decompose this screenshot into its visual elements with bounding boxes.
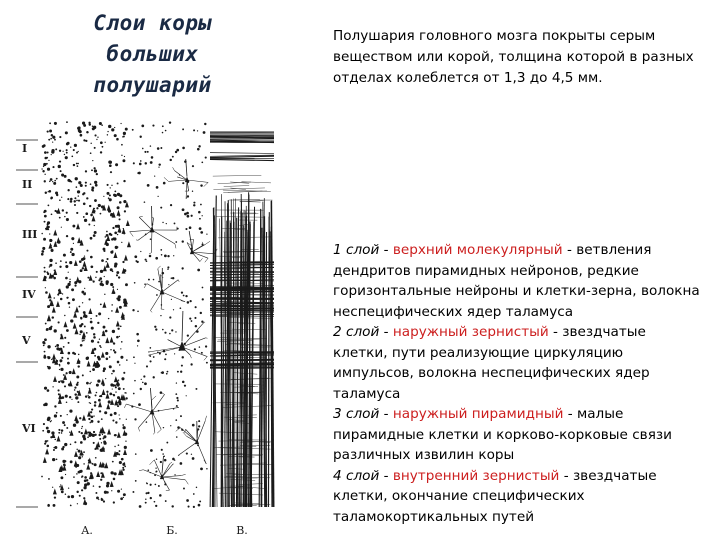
roman-label: III <box>22 228 38 241</box>
roman-label: VI <box>22 422 36 435</box>
layer-number: 2 слой <box>333 324 380 340</box>
title-line-2: больших <box>106 42 199 66</box>
layer-desc: звездчатые клетки, окончание специфических таламокортикальных путей <box>333 467 657 525</box>
roman-label: V <box>22 334 31 347</box>
layer-name: внутренний зернистый <box>392 467 560 484</box>
layer-4-description <box>333 466 703 528</box>
layer-3-description <box>333 404 703 466</box>
layer-desc: звездчатые клетки, пути реализующие циркуляцию импульсов, волокна неспецифических ядер таламуса <box>333 324 650 402</box>
layer-desc: ветвления дендритов пирамидных нейронов, редкие горизонтальные нейроны и клетки-зерна, волокна неспецифических ядер таламуса <box>333 242 700 320</box>
layer-name: верхний молекулярный <box>392 242 563 258</box>
title-line-1: Слои коры <box>93 11 212 35</box>
column-b-neurons <box>124 121 217 507</box>
layer-boundary-ticks <box>16 140 38 507</box>
intro-text: Полушария головного мозга покрыты серым веществом или корой, толщина которой в разных отделах колеблется от 1,3 до 4,5 мм. <box>333 28 694 86</box>
layer-separator: - <box>379 467 393 484</box>
layer-separator: - <box>379 242 393 258</box>
column-label: В. <box>236 524 248 537</box>
column-labels <box>81 524 248 537</box>
layer-descriptions <box>333 240 703 527</box>
layer-1-description <box>333 240 703 322</box>
layer-separator: - <box>562 242 577 258</box>
layer-number: 3 слой <box>333 406 380 422</box>
layer-separator: - <box>559 467 573 484</box>
roman-layer-labels <box>21 142 37 435</box>
roman-label: I <box>22 142 28 155</box>
cortex-layers-illustration <box>12 112 302 540</box>
roman-label: IV <box>22 288 36 301</box>
layer-2-description <box>333 322 703 404</box>
page-title <box>30 8 275 101</box>
column-a-cell-bodies <box>41 121 131 507</box>
title-line-3: полушарий <box>93 73 212 97</box>
layer-name: наружный зернистый <box>392 324 549 340</box>
layer-separator: - <box>548 324 563 340</box>
column-label: Б. <box>166 524 178 537</box>
layer-name: наружный пирамидный <box>392 406 564 422</box>
layer-separator: - <box>379 406 393 422</box>
column-c-fibers <box>210 132 274 507</box>
layer-number: 1 слой <box>333 242 380 258</box>
roman-label: II <box>22 178 33 191</box>
column-label: А. <box>81 524 93 537</box>
layer-separator: - <box>563 406 577 422</box>
layer-number: 4 слой <box>333 467 380 484</box>
layer-separator: - <box>379 324 393 340</box>
layer-desc: малые пирамидные клетки и корково-корковые связи различных извилин коры <box>333 406 672 463</box>
